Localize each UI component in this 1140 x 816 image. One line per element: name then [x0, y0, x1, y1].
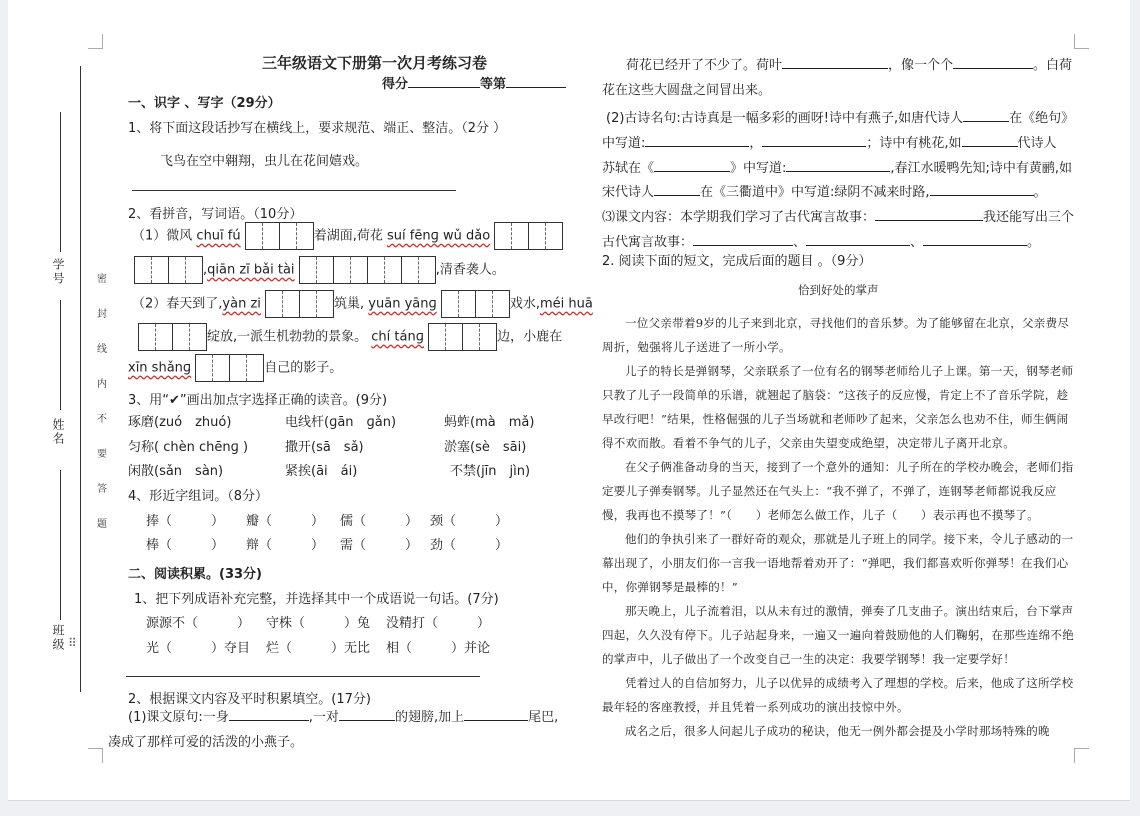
corner-mark: [1074, 34, 1089, 49]
word-fill[interactable]: 劲（ ）: [430, 538, 509, 553]
reading-choice[interactable]: 匀称( chèn chēnɡ ): [128, 440, 249, 455]
fill-blank[interactable]: [962, 134, 1018, 147]
text: 、: [793, 235, 807, 250]
q2-line3: [132, 290, 593, 318]
char-grid[interactable]: [245, 222, 314, 250]
score-label: 得分: [382, 77, 409, 92]
seal-char: 不: [97, 414, 107, 425]
text: ⑶课文内容：本学期我们学习了古代寓言故事：: [602, 210, 876, 225]
fill-blank[interactable]: [762, 134, 866, 147]
char-grid[interactable]: [265, 290, 334, 318]
story-body: [602, 311, 1074, 741]
poem-line3: [602, 157, 1072, 176]
text: 荷花已经开了不少了。荷叶: [626, 58, 783, 73]
reading-choice[interactable]: 紧挨(āi ái): [285, 464, 358, 479]
text: 的翅膀,加上: [394, 710, 465, 725]
idiom-prompt: 1、把下列成语补充完整，并选择其中一个成语说一句话。(7分): [134, 592, 499, 607]
swallow-line: [128, 706, 558, 725]
student-id-line: [60, 112, 61, 252]
pinyin: suí fēnɡ wǔ dǎo: [387, 228, 491, 244]
text: （2）春天到了,: [132, 296, 223, 312]
char-grid[interactable]: [494, 222, 563, 250]
sentence-line[interactable]: [126, 676, 480, 677]
text: 。: [1033, 185, 1047, 200]
char-grid[interactable]: [195, 354, 264, 382]
fill-blank[interactable]: [693, 233, 793, 246]
class-label: 班级: [51, 624, 65, 652]
idiom-fill[interactable]: 源源不（ ）: [146, 616, 251, 631]
story-paragraph: 那天晚上，儿子流着泪，以从未有过的激情，弹奏了几支曲子。演出结束后，台下掌声四起，久久没有停下。儿子站起身来，一遍又一遍向着鼓励他的人们鞠躬，在那些连绵不绝的掌声中，儿子做出了一个改变自己一生的决定：我要学钢琴！我一定要学好！: [602, 604, 1074, 666]
story-paragraph: 凭着过人的自信加努力，儿子以优异的成绩考入了理想的学校。后来，他成了这所学校最年轻的客座教授，并且凭着一系列成功的演出技惊中外。: [602, 676, 1074, 714]
fable-line1: [602, 206, 1074, 225]
q4-prompt: 4、形近字组词。（8分）: [128, 489, 269, 504]
word-fill[interactable]: 儒（ ）: [340, 514, 419, 529]
seal-char: 封: [97, 309, 107, 320]
char-grid[interactable]: [428, 323, 497, 351]
q1-sentence: 飞鸟在空中翱翔，虫儿在花间嬉戏。: [160, 154, 369, 169]
corner-mark: [88, 748, 103, 763]
text: 代诗人: [1017, 136, 1057, 151]
reading-choice[interactable]: 闲散(sǎn sàn): [128, 464, 224, 479]
idiom-fill[interactable]: 光（ ）夺目: [146, 641, 251, 656]
q1-prompt: 1、将下面这段话抄写在横线上，要求规范、端正、整洁。（2分 ）: [128, 121, 507, 136]
q2-line2: ,qiān zī bǎi tài ,清香袭人。: [134, 256, 505, 284]
fill-blank[interactable]: [963, 109, 1009, 122]
text: 古代寓言故事：: [602, 235, 694, 250]
reading-choice[interactable]: 蚂蚱(mà mǎ): [444, 415, 535, 430]
text: (2)古诗名句:古诗真是一幅多彩的画呀!诗中有燕子,如唐代诗人: [606, 111, 964, 126]
reading-choice[interactable]: 电线杆(ɡān ɡǎn): [285, 415, 397, 430]
text: 、: [910, 235, 924, 250]
copy-line[interactable]: [132, 190, 456, 191]
pinyin: qiān zī bǎi tài: [207, 262, 295, 278]
word-fill[interactable]: 瓣（ ）: [246, 514, 325, 529]
grade-label: 等第: [480, 77, 507, 92]
fill-blank[interactable]: [654, 183, 700, 196]
text: ,一对: [308, 710, 339, 725]
story-title: 恰到好处的掌声: [798, 283, 879, 297]
lotus-cont: 花在这些大圆盘之间冒出来。: [602, 83, 772, 98]
fill-blank[interactable]: [953, 56, 1033, 69]
q2-prompt: 2、看拼音，写词语。（10分）: [128, 207, 303, 222]
fill-blank[interactable]: [464, 708, 528, 721]
story-paragraph: 他们的争执引来了一群好奇的观众，那就是儿子班上的同学。接下来，令儿子感动的一幕出现了，小朋友们你一言我一语地帮着劝开了：“弹吧，我们都喜欢听你弹琴！在我们心中，你弹钢琴是最棒的！”: [602, 532, 1074, 594]
seal-char: 密: [97, 274, 107, 285]
idiom-fill[interactable]: 烂（ ）无比: [266, 641, 371, 656]
seal-char: 答: [97, 484, 107, 495]
seal-char: 内: [97, 379, 107, 390]
story-paragraph: 成名之后，很多人问起儿子成功的秘诀，他无一例外都会提及小学时那场特殊的晚: [625, 724, 1050, 738]
char-grid[interactable]: [299, 256, 436, 284]
text: 。白荷: [1033, 58, 1073, 73]
q3-prompt: 3、用“✔”画出加点字选择正确的读音。(9分): [128, 393, 388, 408]
corner-mark: [88, 34, 103, 49]
reading-prompt: 2. 阅读下面的短文，完成后面的题目 。（9分）: [602, 254, 872, 269]
fill-blank[interactable]: [875, 208, 983, 221]
score-row: [382, 73, 566, 92]
text: 筑巢,: [334, 296, 365, 312]
fill-blank[interactable]: [930, 183, 1034, 196]
text: 。: [1027, 235, 1041, 250]
fill-blank[interactable]: [229, 708, 309, 721]
text: 戏水,: [509, 296, 540, 312]
text: 绽放,一派生机勃勃的景象。: [207, 329, 368, 345]
reading-choice[interactable]: 不禁(jīn jìn): [450, 464, 531, 479]
text: 在《三衢道中》中写道:绿阴不减来时路,: [700, 185, 930, 200]
char-grid[interactable]: [441, 290, 510, 318]
text: 自己的影子。: [264, 360, 343, 376]
name-line: [60, 300, 61, 410]
text: 着湖面,荷花: [313, 228, 383, 244]
fill-blank[interactable]: [645, 134, 749, 147]
poem-line1: [606, 107, 1074, 126]
section2-heading: 二、阅读积累。(33分): [128, 567, 262, 582]
text: ，: [749, 136, 763, 151]
swallow-cont: 凑成了那样可爱的活泼的小燕子。: [108, 735, 304, 750]
word-fill[interactable]: 捧（ ）: [146, 514, 225, 529]
section1-heading: 一、识字 、写字（29分）: [128, 96, 281, 111]
word-fill[interactable]: 需（ ）: [340, 538, 419, 553]
q2-line1: [132, 222, 563, 250]
idiom-fill[interactable]: 没精打（ ）: [386, 616, 491, 631]
reading-choice[interactable]: 撒开(sā sǎ): [285, 440, 364, 455]
seal-char: 线: [97, 344, 107, 355]
text: (1)课文原句:一身: [128, 710, 229, 725]
student-id-label: 学号: [51, 258, 65, 286]
text: 尾巴,: [528, 710, 559, 725]
fill-blank[interactable]: [923, 233, 1027, 246]
corner-mark: [1074, 748, 1089, 763]
poem-line4: [602, 181, 1047, 200]
reading-choice[interactable]: 淤塞(sè sāi): [444, 440, 527, 455]
fill-blank[interactable]: [786, 159, 890, 172]
text: （1）微风: [132, 228, 193, 244]
text: 中写道:: [602, 136, 646, 151]
binding-line: [80, 66, 81, 692]
pinyin: chí tánɡ: [371, 329, 424, 345]
story-paragraph: 一位父亲带着9岁的儿子来到北京，寻找他们的音乐梦。为了能够留在北京，父亲费尽周折，勉强将儿子送进了一所小学。: [602, 316, 1070, 354]
idiom-fill[interactable]: 相（ ）并论: [386, 641, 491, 656]
pinyin: yàn zi: [222, 296, 261, 312]
text: 我还能写出三个: [983, 210, 1075, 225]
word-fill[interactable]: 棒（ ）: [146, 538, 225, 553]
pinyin: yuān yānɡ: [368, 296, 437, 312]
lotus-line: [626, 54, 1072, 73]
q2-fill-prompt: 2、根据课文内容及平时积累填空。(17分): [128, 692, 371, 707]
text: 在《绝句》: [1009, 111, 1075, 126]
char-grid[interactable]: [138, 323, 207, 351]
story-paragraph: 在父子俩准备动身的当天，接到了一个意外的通知：儿子所在的学校办晚会，老师们指定要儿子弹奏钢琴。儿子显然还在气头上：“我不弹了，不弹了，连钢琴老师都说我反应慢，我再也不摸琴了！”（ ）老师怎么做工作，儿子（ ）表示再也不摸琴了。: [602, 460, 1074, 522]
fill-blank[interactable]: [339, 708, 395, 721]
pinyin: xīn shǎnɡ: [128, 360, 192, 376]
q2-line5: [128, 354, 342, 382]
poem-line2: [602, 132, 1057, 151]
name-label: 姓名: [51, 418, 65, 446]
text: 苏轼在《: [602, 161, 655, 176]
text: 》中写道:: [730, 161, 787, 176]
drag-handle-icon[interactable]: ⠿: [68, 636, 77, 650]
seal-line-text: [97, 270, 107, 530]
q2-line4: [138, 323, 562, 351]
grade-blank[interactable]: [506, 75, 566, 88]
pinyin: méi huā: [540, 296, 593, 312]
seal-char: 要: [97, 449, 107, 460]
reading-choice[interactable]: 琢磨(zuó zhuó): [128, 415, 232, 430]
fill-blank[interactable]: [806, 233, 910, 246]
seal-char: 题: [97, 519, 107, 530]
text: ,清香袭人。: [435, 262, 505, 278]
pinyin: chuī fú: [196, 228, 241, 244]
story-paragraph: 儿子的特长是弹钢琴，父亲联系了一位有名的钢琴老师给儿子上课。第一天，钢琴老师只教了儿子一段简单的乐谱，就翘起了脑袋：“这孩子的反应慢，肯定上不了音乐学院，趁早改行吧！”结果，性格倔强的儿子当场就和老师吵了起来，父亲怎么也劝不住，师生俩闹得不欢而散。看着不争气的儿子，父亲由失望变成绝望，决定带儿子离开北京。: [602, 364, 1074, 450]
page-title: 三年级语文下册第一次月考练习卷: [262, 54, 488, 72]
idiom-fill[interactable]: 守株（ ）兔: [266, 616, 371, 631]
class-line: [60, 470, 61, 620]
text: ,春江水暖鸭先知;诗中有黄鹂,如: [890, 161, 1073, 176]
fill-blank[interactable]: [782, 56, 888, 69]
word-fill[interactable]: 颈（ ）: [430, 514, 509, 529]
text: 宋代诗人: [602, 185, 655, 200]
score-blank[interactable]: [408, 75, 480, 88]
text: ，像一个个: [888, 58, 954, 73]
char-grid[interactable]: [134, 256, 203, 284]
fable-line2: [602, 231, 1040, 250]
text: ；诗中有桃花,如: [866, 136, 962, 151]
fill-blank[interactable]: [654, 159, 730, 172]
text: 边，小鹿在: [497, 329, 563, 345]
word-fill[interactable]: 辩（ ）: [246, 538, 325, 553]
